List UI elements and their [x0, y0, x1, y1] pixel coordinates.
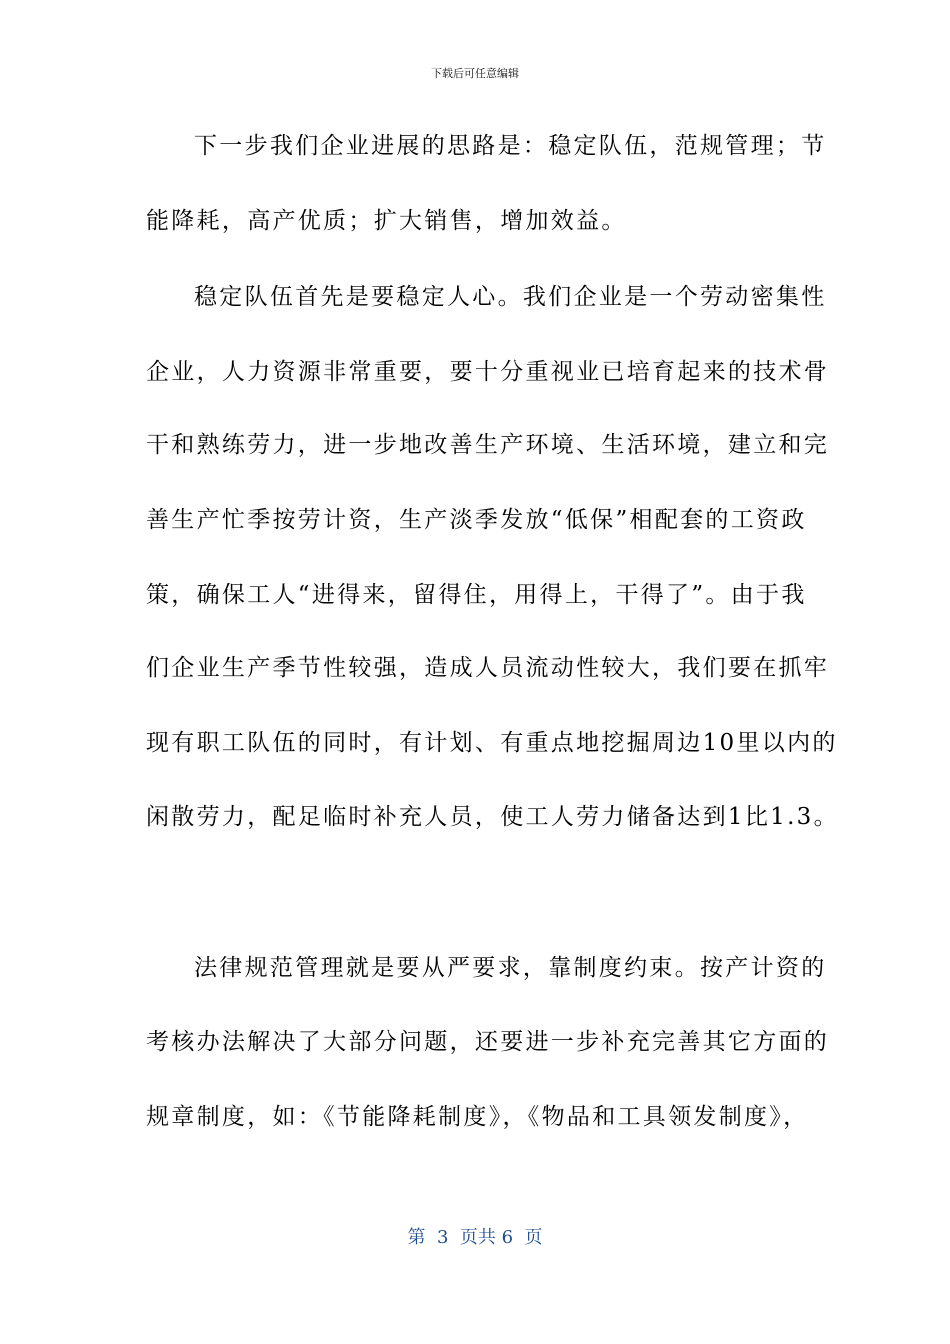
text-line: 稳定队伍首先是要稳定人心。我们企业是一个劳动密集性 [194, 284, 827, 310]
text-line: 规章制度，如：《节能降耗制度》，《物品和工具领发制度》， [146, 1104, 809, 1130]
text-line: 闲散劳力，配足临时补充人员，使工人劳力储备达到1比1.3。 [146, 804, 839, 830]
text-line: 考核办法解决了大部分问题，还要进一步补充完善其它方面的 [146, 1029, 830, 1055]
text-line: 企业，人力资源非常重要，要十分重视业已培育起来的技术骨 [146, 359, 830, 385]
text-line: 能降耗，高产优质；扩大销售，增加效益。 [146, 208, 627, 234]
text-line: 法律规范管理就是要从严要求，靠制度约束。按产计资的 [194, 955, 827, 981]
text-line: 们企业生产季节性较强，造成人员流动性较大，我们要在抓牢 [146, 655, 830, 681]
text-line: 策，确保工人“进得来，留得住，用得上，干得了”。由于我 [146, 582, 807, 608]
page-header: 下载后可任意编辑 [431, 67, 519, 80]
page-number-footer: 第 3 页共 6 页 [407, 1227, 543, 1248]
text-line: 干和熟练劳力，进一步地改善生产环境、生活环境，建立和完 [146, 432, 830, 458]
text-line: 下一步我们企业进展的思路是：稳定队伍，范规管理；节 [194, 133, 827, 159]
text-line: 现有职工队伍的同时，有计划、有重点地挖掘周边10里以内的 [146, 730, 838, 756]
text-line: 善生产忙季按劳计资，生产淡季发放“低保”相配套的工资政 [146, 507, 807, 533]
